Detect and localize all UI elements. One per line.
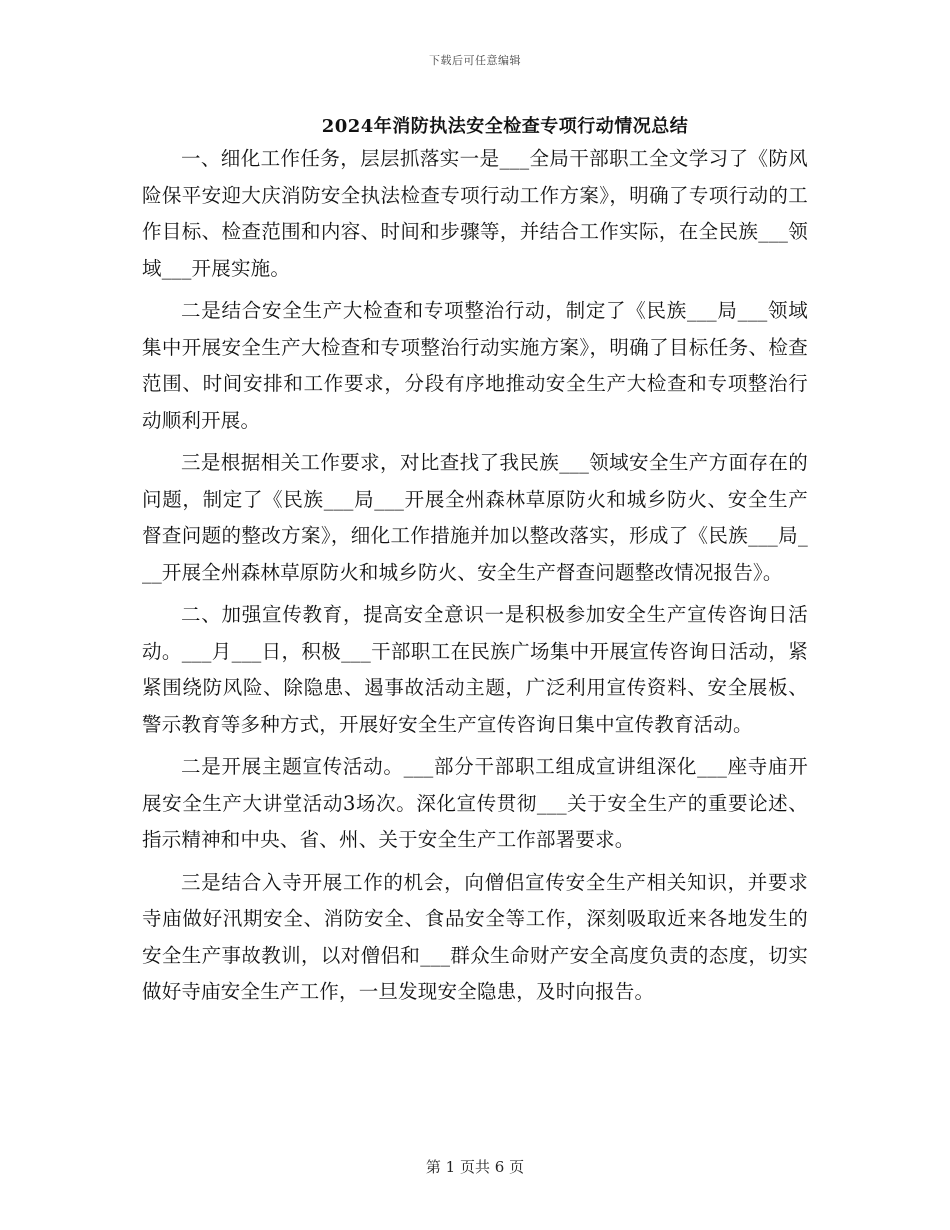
- paragraph-4: 二、加强宣传教育，提高安全意识一是积极参加安全生产宣传咨询日活动。___月___日，积极___干部职工在民族广场集中开展宣传咨询日活动，紧紧围绕防风险、除隐患、遏事故活动主题，广泛利用宣传资料、安全展板、警示教育等多种方式，开展好安全生产宣传咨询日集中宣传教育活动。: [142, 603, 808, 736]
- paragraph-2: 二是结合安全生产大检查和专项整治行动，制定了《民族___局___领域集中开展安全生产大检查和专项整治行动实施方案》，明确了目标任务、检查范围、时间安排和工作要求，分段有序地推动安全生产大检查和专项整治行动顺利开展。: [142, 299, 808, 432]
- page-header-note: 下载后可任意编辑: [429, 54, 521, 67]
- paragraph-3: 三是根据相关工作要求，对比查找了我民族___领域安全生产方面存在的问题，制定了《民族___局___开展全州森林草原防火和城乡防火、安全生产督查问题的整改方案》，细化工作措施并加以整改落实，形成了《民族___局___开展全州森林草原防火和城乡防火、安全生产督查问题整改情况报告》。: [142, 451, 808, 584]
- paragraph-6: 三是结合入寺开展工作的机会，向僧侣宣传安全生产相关知识，并要求寺庙做好汛期安全、消防安全、食品安全等工作，深刻吸取近来各地发生的安全生产事故教训，以对僧侣和___群众生命财产安全高度负责的态度，切实做好寺庙安全生产工作，一旦发现安全隐患，及时向报告。: [142, 870, 808, 1003]
- paragraph-5: 二是开展主题宣传活动。___部分干部职工组成宣讲组深化___座寺庙开展安全生产大讲堂活动3场次。深化宣传贯彻___关于安全生产的重要论述、指示精神和中央、省、州、关于安全生产工作部署要求。: [142, 755, 808, 851]
- document-body: [142, 141, 808, 1011]
- document-title: 2024年消防执法安全检查专项行动情况总结: [321, 116, 689, 137]
- page-number: 第 1 页共 6 页: [425, 1158, 525, 1176]
- paragraph-1: 一、细化工作任务，层层抓落实一是___全局干部职工全文学习了《防风险保平安迎大庆消防安全执法检查专项行动工作方案》，明确了专项行动的工作目标、检查范围和内容、时间和步骤等，并结合工作实际，在全民族___领域___开展实施。: [142, 147, 808, 280]
